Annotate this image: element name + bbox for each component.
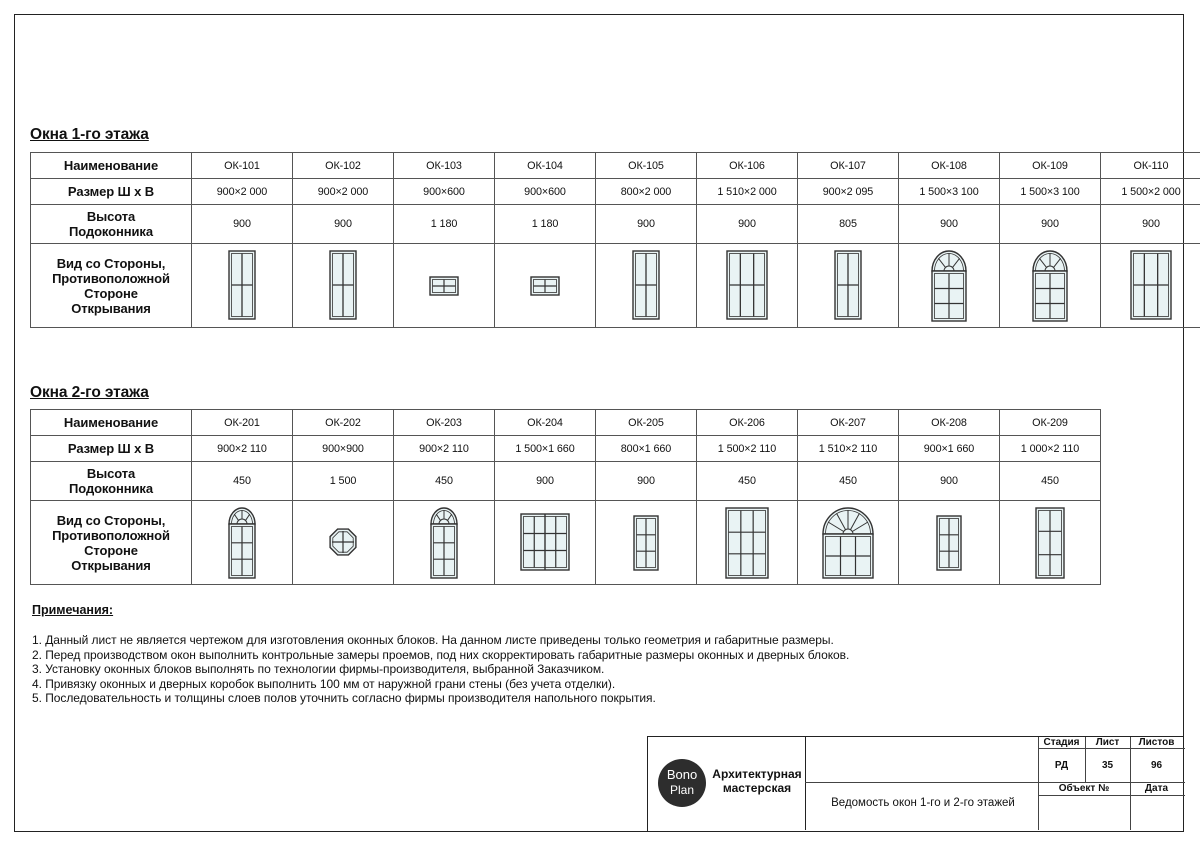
stage-label: Стадия bbox=[1043, 737, 1080, 748]
window-name-cell: ОК-209 bbox=[1000, 410, 1101, 436]
window-name-cell: ОК-206 bbox=[697, 410, 798, 436]
sill-label-line1: Высота bbox=[86, 209, 136, 224]
arched-window-icon bbox=[904, 247, 994, 325]
window-sill-cell: 900 bbox=[293, 205, 394, 244]
window-sill-cell: 1 180 bbox=[495, 205, 596, 244]
window-view-cell bbox=[394, 244, 495, 328]
window-name-cell: ОК-104 bbox=[495, 153, 596, 179]
window-sill-cell: 450 bbox=[192, 462, 293, 501]
window-name-cell: ОК-108 bbox=[899, 153, 1000, 179]
window-name-cell: ОК-207 bbox=[798, 410, 899, 436]
window-size-cell: 1 510×2 000 bbox=[697, 179, 798, 205]
row-label-view bbox=[31, 244, 192, 328]
view-label-line1: Вид со Стороны, bbox=[56, 512, 166, 528]
window-name-cell: ОК-103 bbox=[394, 153, 495, 179]
date-label: Дата bbox=[1144, 783, 1169, 794]
window-size-cell: 900×1 660 bbox=[899, 436, 1000, 462]
floor1-windows-table bbox=[30, 152, 1200, 328]
window-sill-cell: 900 bbox=[495, 462, 596, 501]
triple-sash-window-icon bbox=[702, 247, 792, 325]
logo-line1: Bono bbox=[666, 767, 698, 782]
window-view-cell bbox=[899, 244, 1000, 328]
sheet-value: 35 bbox=[1101, 760, 1114, 771]
window-view-cell bbox=[697, 501, 798, 585]
view-label-line1: Вид со Стороны, bbox=[56, 255, 166, 271]
window-sill-cell: 900 bbox=[899, 205, 1000, 244]
window-sill-cell: 805 bbox=[798, 205, 899, 244]
window-size-cell: 800×1 660 bbox=[596, 436, 697, 462]
window-name-cell: ОК-105 bbox=[596, 153, 697, 179]
window-view-cell bbox=[596, 244, 697, 328]
studio-line1: Архитектурная bbox=[712, 767, 802, 781]
window-view-cell bbox=[192, 501, 293, 585]
window-size-cell: 1 500×3 100 bbox=[1000, 179, 1101, 205]
double-sash-window-icon bbox=[601, 247, 691, 325]
double-wide-window-icon bbox=[500, 504, 590, 582]
double-sash-window-icon bbox=[803, 247, 893, 325]
window-name-cell: ОК-109 bbox=[1000, 153, 1101, 179]
sheet-label: Лист bbox=[1095, 737, 1120, 748]
window-view-cell bbox=[1000, 244, 1101, 328]
window-size-cell: 900×2 110 bbox=[192, 436, 293, 462]
row-label-name: Наименование bbox=[31, 153, 192, 179]
title-block bbox=[647, 736, 1184, 832]
octagon-window-icon bbox=[298, 504, 388, 582]
double-tall-window-icon bbox=[1005, 504, 1095, 582]
window-size-cell: 900×600 bbox=[495, 179, 596, 205]
sheets-label: Листов bbox=[1138, 737, 1175, 748]
window-sill-cell: 1 180 bbox=[394, 205, 495, 244]
window-name-cell: ОК-205 bbox=[596, 410, 697, 436]
window-view-cell bbox=[1101, 244, 1200, 328]
logo-cell bbox=[648, 737, 806, 830]
window-view-cell bbox=[293, 244, 394, 328]
grid-window-icon bbox=[904, 504, 994, 582]
notes-title: Примечания: bbox=[32, 603, 114, 617]
sill-label-line1: Высота bbox=[86, 466, 136, 481]
window-name-cell: ОК-203 bbox=[394, 410, 495, 436]
small-window-icon bbox=[399, 247, 489, 325]
studio-name bbox=[712, 767, 802, 795]
window-view-cell bbox=[1000, 501, 1101, 585]
bonoplan-logo bbox=[658, 759, 706, 807]
window-view-cell bbox=[293, 501, 394, 585]
view-label-line3: Стороне bbox=[84, 285, 138, 301]
triple-sash-window-icon bbox=[1106, 247, 1196, 325]
window-size-cell: 1 500×2 110 bbox=[697, 436, 798, 462]
row-label-size: Размер Ш х В bbox=[31, 179, 192, 205]
window-name-cell: ОК-107 bbox=[798, 153, 899, 179]
window-sill-cell: 450 bbox=[697, 462, 798, 501]
window-sill-cell: 450 bbox=[394, 462, 495, 501]
view-label-line2: Противоположной bbox=[52, 270, 170, 286]
row-label-name: Наименование bbox=[31, 410, 192, 436]
view-label-line4: Открывания bbox=[71, 557, 151, 573]
window-view-cell bbox=[192, 244, 293, 328]
window-name-cell: ОК-102 bbox=[293, 153, 394, 179]
window-view-cell bbox=[798, 244, 899, 328]
window-name-cell: ОК-204 bbox=[495, 410, 596, 436]
window-size-cell: 800×2 000 bbox=[596, 179, 697, 205]
window-size-cell: 900×2 095 bbox=[798, 179, 899, 205]
studio-line2: мастерская bbox=[722, 781, 792, 795]
double-sash-window-icon bbox=[298, 247, 388, 325]
window-size-cell: 900×2 000 bbox=[192, 179, 293, 205]
window-size-cell: 900×2 110 bbox=[394, 436, 495, 462]
view-label-line3: Стороне bbox=[84, 542, 138, 558]
notes-list bbox=[32, 633, 849, 706]
sill-label-line2: Подоконника bbox=[69, 224, 153, 239]
window-size-cell: 1 500×2 000 bbox=[1101, 179, 1200, 205]
window-view-cell bbox=[697, 244, 798, 328]
window-size-cell: 900×900 bbox=[293, 436, 394, 462]
note-item: 3. Установку оконных блоков выполнять по технологии фирмы-производителя, выбранной Заказчиком. bbox=[32, 662, 605, 677]
window-view-cell bbox=[596, 501, 697, 585]
window-name-cell: ОК-106 bbox=[697, 153, 798, 179]
window-view-cell bbox=[495, 244, 596, 328]
window-sill-cell: 900 bbox=[697, 205, 798, 244]
note-item: 2. Перед производством окон выполнить контрольные замеры проемов, под них скорректировать габаритные размеры оконных и дверных блоков. bbox=[32, 647, 850, 662]
window-sill-cell: 900 bbox=[192, 205, 293, 244]
window-sill-cell: 900 bbox=[1000, 205, 1101, 244]
row-label-size: Размер Ш х В bbox=[31, 436, 192, 462]
window-sill-cell: 900 bbox=[596, 462, 697, 501]
view-label-line2: Противоположной bbox=[52, 527, 170, 543]
window-size-cell: 900×600 bbox=[394, 179, 495, 205]
arched-window-icon bbox=[1005, 247, 1095, 325]
window-size-cell: 1 500×1 660 bbox=[495, 436, 596, 462]
window-name-cell: ОК-202 bbox=[293, 410, 394, 436]
view-label-line4: Открывания bbox=[71, 300, 151, 316]
floor1-title: Окна 1-го этажа bbox=[30, 126, 149, 143]
window-view-cell bbox=[495, 501, 596, 585]
sill-label-line2: Подоконника bbox=[69, 481, 153, 496]
arched-tall-window-icon bbox=[197, 504, 287, 582]
wide-arched-window-icon bbox=[803, 504, 893, 582]
window-name-cell: ОК-110 bbox=[1101, 153, 1200, 179]
window-name-cell: ОК-101 bbox=[192, 153, 293, 179]
row-label-sill bbox=[31, 462, 192, 501]
window-sill-cell: 900 bbox=[899, 462, 1000, 501]
window-sill-cell: 450 bbox=[1000, 462, 1101, 501]
note-item: 5. Последовательность и толщины слоев полов уточнить согласно фирмы производителя напольного покрытия. bbox=[32, 691, 656, 706]
window-size-cell: 1 500×3 100 bbox=[899, 179, 1000, 205]
floor2-windows-table bbox=[30, 409, 1101, 585]
window-view-cell bbox=[798, 501, 899, 585]
triple-tall-window-icon bbox=[702, 504, 792, 582]
double-sash-window-icon bbox=[197, 247, 287, 325]
note-item: 1. Данный лист не является чертежом для изготовления оконных блоков. На данном листе приведены только геометрия и габаритные размеры. bbox=[32, 633, 834, 647]
floor2-title: Окна 2-го этажа bbox=[30, 384, 149, 401]
logo-line2: Plan bbox=[669, 783, 695, 797]
row-label-sill bbox=[31, 205, 192, 244]
object-label: Объект № bbox=[1058, 783, 1110, 794]
window-view-cell bbox=[899, 501, 1000, 585]
window-name-cell: ОК-208 bbox=[899, 410, 1000, 436]
window-size-cell: 1 000×2 110 bbox=[1000, 436, 1101, 462]
window-sill-cell: 900 bbox=[1101, 205, 1200, 244]
row-label-view bbox=[31, 501, 192, 585]
stage-value: РД bbox=[1054, 760, 1069, 771]
grid-window-icon bbox=[601, 504, 691, 582]
sheets-value: 96 bbox=[1150, 760, 1163, 771]
window-view-cell bbox=[394, 501, 495, 585]
arched-tall-window-icon bbox=[399, 504, 489, 582]
window-size-cell: 900×2 000 bbox=[293, 179, 394, 205]
small-window-icon bbox=[500, 247, 590, 325]
window-sill-cell: 1 500 bbox=[293, 462, 394, 501]
sheet-name: Ведомость окон 1-го и 2-го этажей bbox=[831, 797, 1015, 809]
window-sill-cell: 900 bbox=[596, 205, 697, 244]
window-name-cell: ОК-201 bbox=[192, 410, 293, 436]
note-item: 4. Привязку оконных и дверных коробок выполнить 100 мм от наружной грани стены (без учета отделки). bbox=[32, 676, 616, 691]
window-sill-cell: 450 bbox=[798, 462, 899, 501]
window-size-cell: 1 510×2 110 bbox=[798, 436, 899, 462]
